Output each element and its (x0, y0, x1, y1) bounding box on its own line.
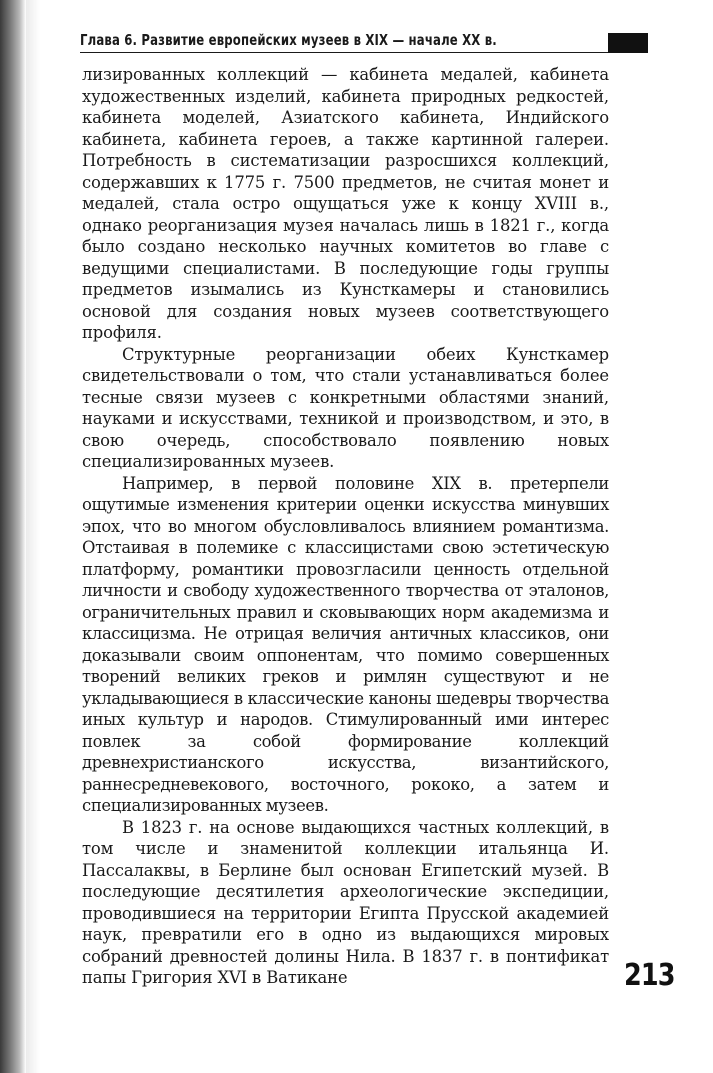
running-head: Глава 6. Развитие европейских музеев в XIX — начале XX в. (80, 31, 497, 49)
page-header (80, 30, 650, 54)
paragraph-4: В 1823 г. на основе выдающихся частных коллекций, в том числе и знаменитой коллекции итальянца И. Пассалаквы, в Берлине был основан Египетский музей. В последующие десятилетия археологические экспедиции, проводившиеся на территории Египта Прусской академией наук, превратили его в одно из выдающихся мировых собраний древностей долины Нила. В 1837 г. в понтификат папы Григория XVI в Ватикане (82, 817, 609, 987)
paragraph-2: Структурные реорганизации обеих Кунсткамер свидетельствовали о том, что стали устанавливаться более тесные связи музеев с конкретными областями знаний, науками и искусствами, техникой и производством, и это, в свою очередь, способствовало появлению новых специализированных музеев. (82, 344, 609, 471)
header-black-bar (608, 33, 648, 53)
page-number: 213 (624, 958, 675, 993)
gutter-shadow (26, 0, 40, 1073)
paragraph-1: лизированных коллекций — кабинета медалей, кабинета художественных изделий, кабинета природных редкостей, кабинета моделей, Азиатского кабинета, Индийского кабинета, кабинета героев, а также картинной галереи. Потребность в систематизации разросшихся коллекций, содержавших к 1775 г. 7500 предметов, не считая монет и медалей, стала остро ощущаться уже к концу XVIII в., однако реорганизация музея началась лишь в 1821 г., когда было создано несколько научных комитетов во главе с ведущими специалистами. В последующие годы группы предметов изымались из Кунсткамеры и становились основой для создания новых музеев соответствующего профиля. (82, 65, 609, 342)
body-text (82, 64, 609, 989)
header-rule (80, 52, 615, 53)
book-spine-shadow (0, 0, 26, 1073)
paragraph-3: Например, в первой половине XIX в. претерпели ощутимые изменения критерии оценки искусства минувших эпох, что во многом обусловливалось влиянием романтизма. Отстаивая в полемике с классицистами свою эстетическую платформу, романтики провозгласили ценность отдельной личности и свободу художественного творчества от эталонов, ограничительных правил и сковывающих норм академизма и классицизма. Не отрицая величия античных классиков, они доказывали своим оппонентам, что помимо совершенных творений великих греков и римлян существуют и не укладывающиеся в классические каноны шедевры творчества иных культур и народов. Стимулированный ими интерес повлек за собой формирование коллекций древнехристианского искусства, византийского, раннесредневекового, восточного, рококо, а затем и специализированных музеев. (82, 473, 609, 815)
